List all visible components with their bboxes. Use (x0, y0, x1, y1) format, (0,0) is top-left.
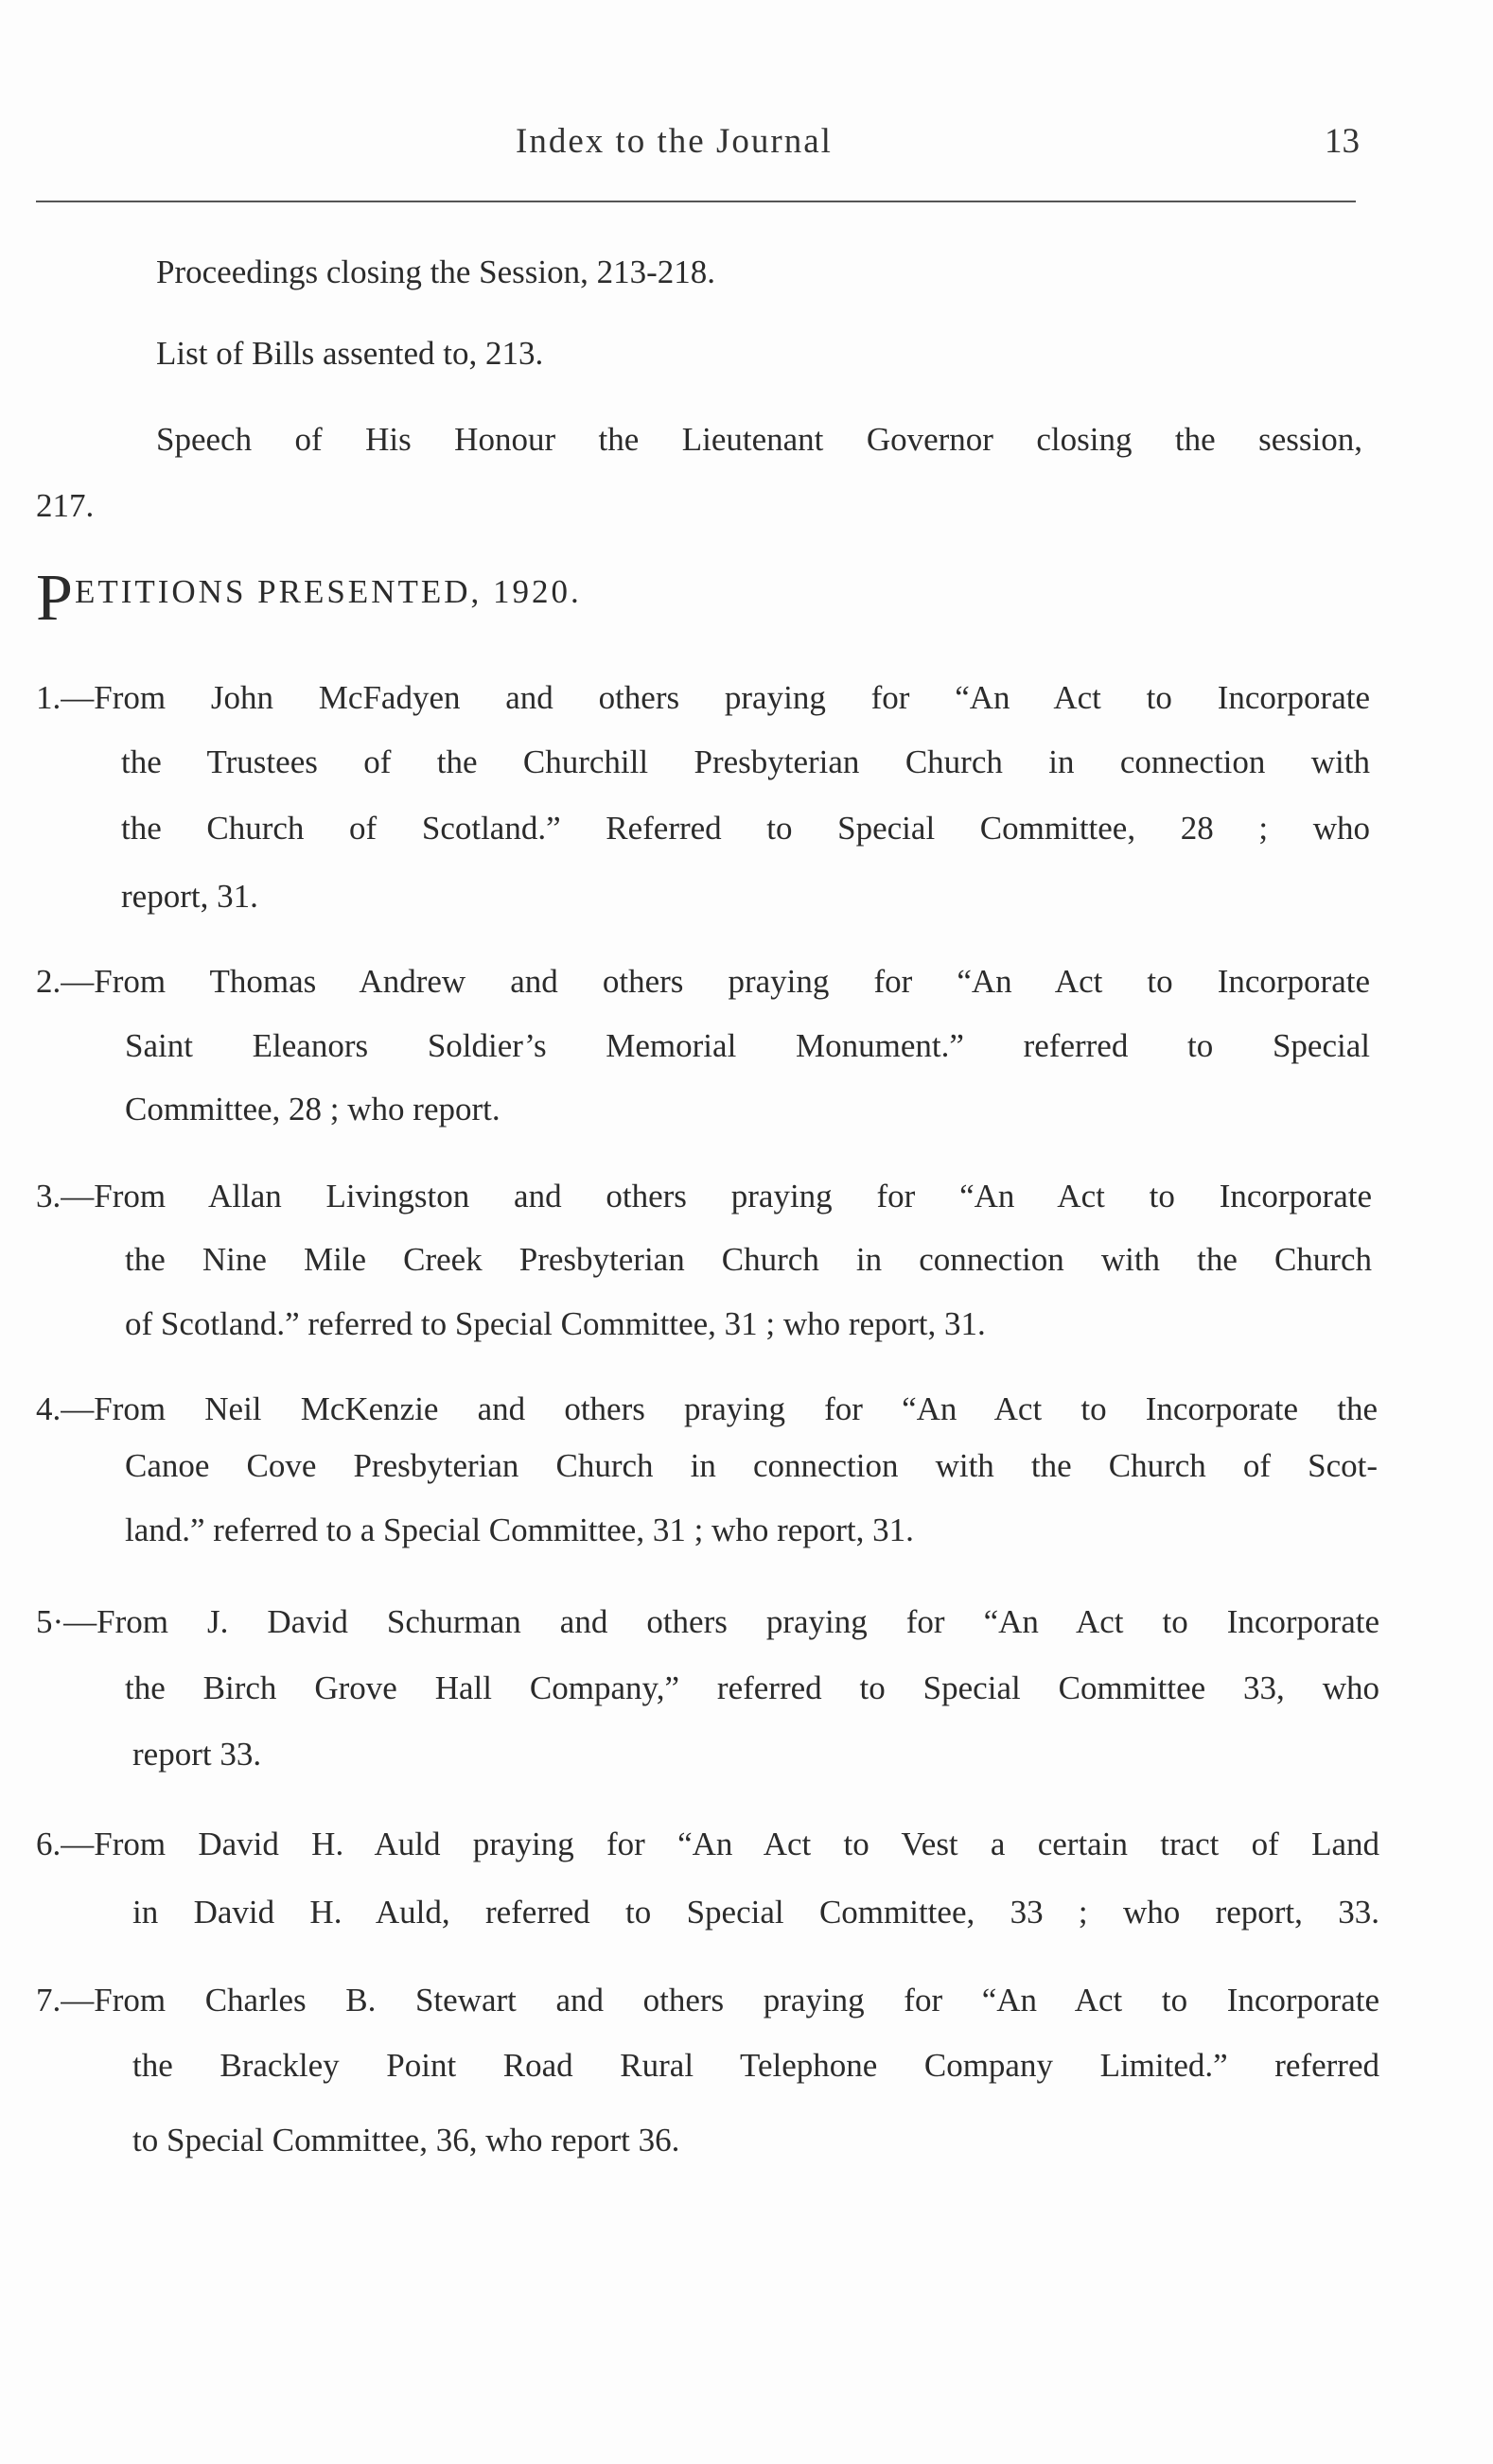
running-title: Index to the Journal (516, 122, 833, 161)
page-number: 13 (1325, 122, 1360, 161)
petition-line: the Church of Scotland.” Referred to Special Committee, 28 ; who (121, 810, 1370, 847)
petition-line: Committee, 28 ; who report. (125, 1091, 501, 1127)
petition-line: to Special Committee, 36, who report 36. (132, 2122, 680, 2158)
petition-line: 1.—From John McFadyen and others praying for “An Act to Incorporate (36, 679, 1370, 716)
petition-line: land.” referred to a Special Committee, 31 ; who report, 31. (125, 1512, 914, 1548)
petition-line: Saint Eleanors Soldier’s Memorial Monument.” referred to Special (125, 1027, 1370, 1064)
speech-line: Speech of His Honour the Lieutenant Governor closing the session, (156, 421, 1362, 458)
section-heading-text: ETITIONS PRESENTED, 1920. (74, 573, 582, 610)
petition-line: of Scotland.” referred to Special Committee, 31 ; who report, 31. (125, 1305, 986, 1342)
petition-line: report, 31. (121, 878, 258, 915)
petition-line: 4.—From Neil McKenzie and others praying for “An Act to Incorporate the (36, 1390, 1378, 1427)
petition-line: the Nine Mile Creek Presbyterian Church in connection with the Church (125, 1241, 1372, 1278)
bills-assented-line: List of Bills assented to, 213. (156, 335, 544, 372)
petition-line: 2.—From Thomas Andrew and others praying for “An Act to Incorporate (36, 963, 1370, 1000)
petition-line: the Birch Grove Hall Company,” referred to Special Committee 33, who (125, 1669, 1379, 1706)
petition-line: the Trustees of the Churchill Presbyterian Church in connection with (121, 743, 1370, 780)
petition-line: 7.—From Charles B. Stewart and others praying for “An Act to Incorporate (36, 1982, 1379, 2018)
running-head (0, 121, 1493, 168)
petition-line: Canoe Cove Presbyterian Church in connection with the Church of Scot- (125, 1447, 1378, 1484)
section-drop-letter: P (36, 562, 73, 635)
section-heading (36, 562, 582, 635)
petition-line: the Brackley Point Road Rural Telephone Company Limited.” referred (132, 2047, 1379, 2084)
petition-line: in David H. Auld, referred to Special Committee, 33 ; who report, 33. (132, 1894, 1379, 1931)
proceedings-line: Proceedings closing the Session, 213-218. (156, 253, 716, 290)
petition-line: 6.—From David H. Auld praying for “An Act to Vest a certain tract of Land (36, 1826, 1379, 1862)
petition-line: 5·—From J. David Schurman and others praying for “An Act to Incorporate (36, 1603, 1379, 1640)
header-rule (36, 201, 1356, 202)
petition-line: report 33. (132, 1736, 262, 1773)
speech-page-line: 217. (36, 487, 95, 524)
petition-line: 3.—From Allan Livingston and others praying for “An Act to Incorporate (36, 1178, 1372, 1215)
